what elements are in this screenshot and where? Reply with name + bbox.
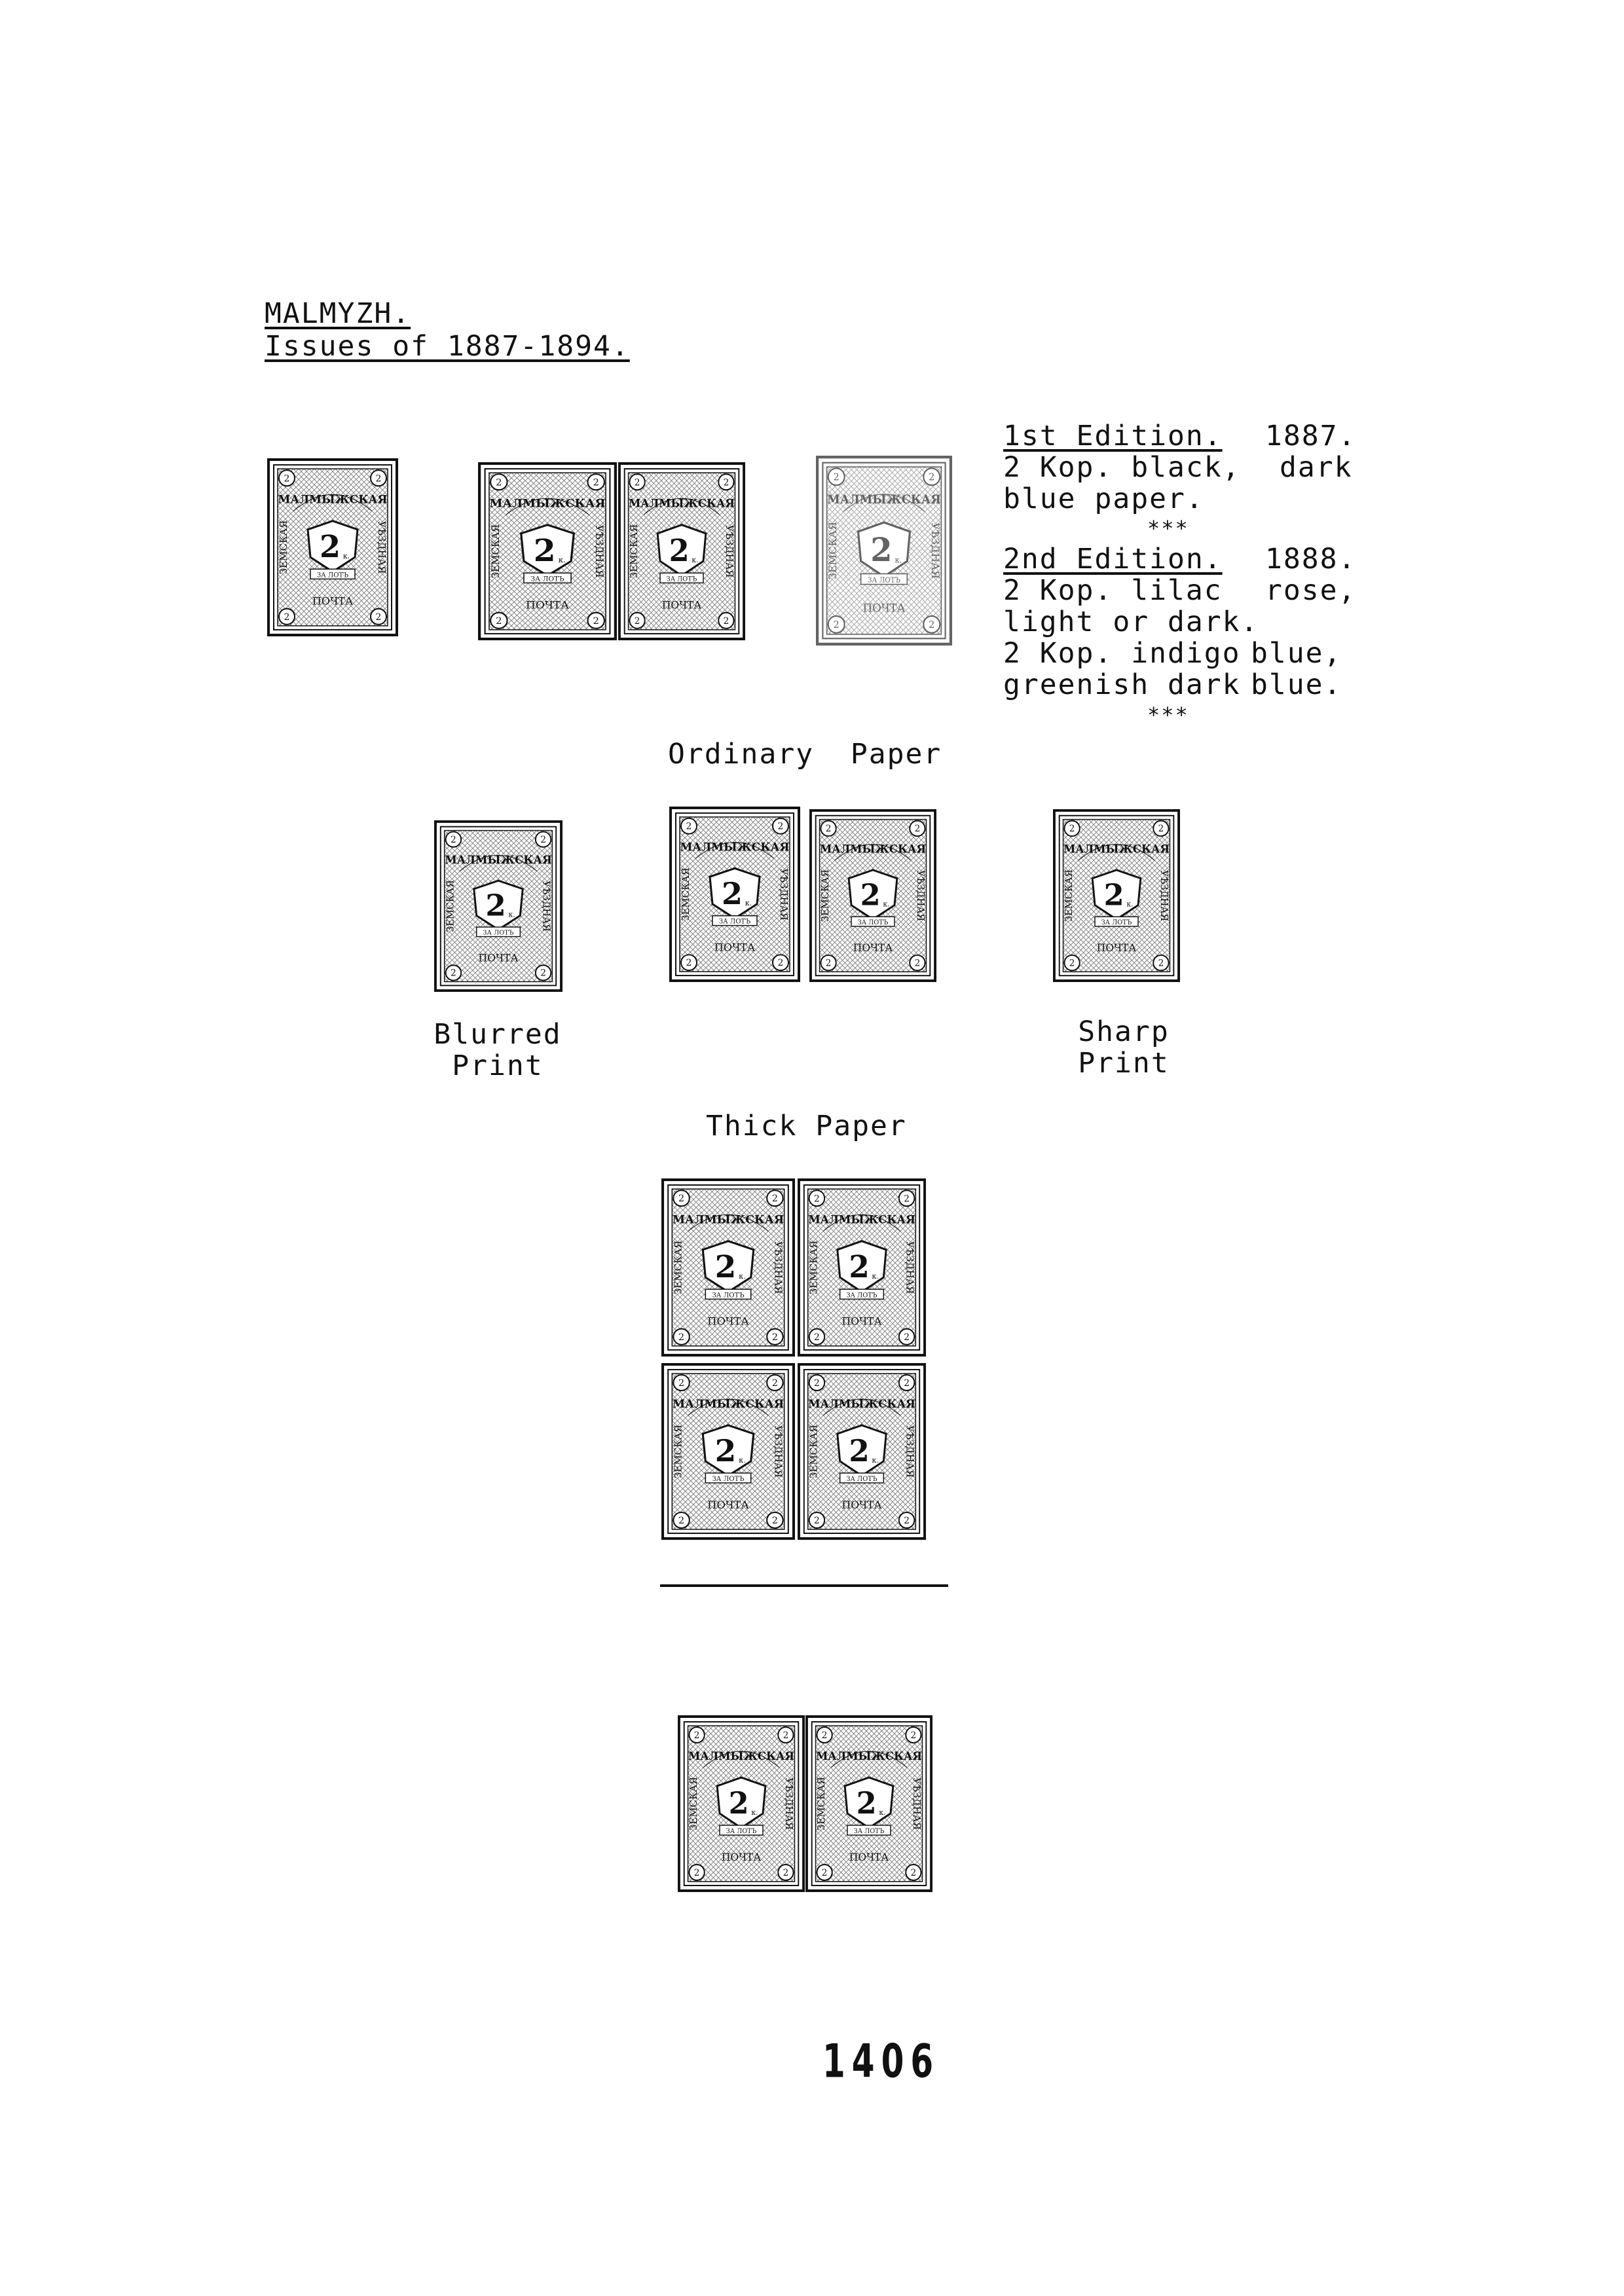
caption-sharp-print: Print xyxy=(1078,1047,1170,1080)
svg-text:ЗА ЛОТЪ: ЗА ЛОТЪ xyxy=(857,919,889,927)
svg-text:ЗЕМСКАЯ: ЗЕМСКАЯ xyxy=(820,869,832,922)
svg-text:ПОЧТА: ПОЧТА xyxy=(849,1850,889,1864)
svg-text:2: 2 xyxy=(833,619,840,631)
svg-text:2: 2 xyxy=(849,1432,870,1469)
svg-text:к.: к. xyxy=(745,898,752,907)
svg-text:к.: к. xyxy=(872,1271,879,1281)
first-edition-heading: 1st Edition. xyxy=(1003,420,1223,452)
svg-text:к.: к. xyxy=(883,900,890,909)
svg-text:ЗА ЛОТЪ: ЗА ЛОТЪ xyxy=(1101,919,1132,927)
svg-text:ЗА ЛОТЪ: ЗА ЛОТЪ xyxy=(530,575,564,583)
second-edition-heading: 2nd Edition. xyxy=(1003,543,1223,575)
stamp-bottom-pair-right xyxy=(805,1715,932,1892)
caption-sharp-print: Sharp xyxy=(1078,1015,1170,1048)
svg-text:ПОЧТА: ПОЧТА xyxy=(841,1498,882,1512)
svg-text:УѢЗДНАЯ: УѢЗДНАЯ xyxy=(914,869,926,922)
svg-text:2: 2 xyxy=(929,471,935,483)
svg-text:ЗА ЛОТЪ: ЗА ЛОТЪ xyxy=(483,929,514,937)
svg-text:к.: к. xyxy=(558,555,566,565)
svg-text:2: 2 xyxy=(714,1248,737,1285)
svg-text:2: 2 xyxy=(593,477,599,488)
first-edition-line: 2 Kop. black, xyxy=(1003,451,1241,484)
svg-text:ЗЕМСКАЯ: ЗЕМСКАЯ xyxy=(688,1776,700,1831)
svg-text:МАЛМЫЖСКАЯ: МАЛМЫЖСКАЯ xyxy=(278,493,388,507)
svg-text:УѢЗДНАЯ: УѢЗДНАЯ xyxy=(929,522,942,579)
svg-text:ПОЧТА: ПОЧТА xyxy=(312,594,354,608)
svg-text:ПОЧТА: ПОЧТА xyxy=(1096,942,1137,955)
svg-text:2: 2 xyxy=(593,616,599,627)
svg-text:УѢЗДНАЯ: УѢЗДНАЯ xyxy=(593,524,606,578)
svg-text:к.: к. xyxy=(692,555,699,565)
svg-text:2: 2 xyxy=(777,958,784,969)
svg-text:2: 2 xyxy=(870,531,893,570)
svg-text:ЗЕМСКАЯ: ЗЕМСКАЯ xyxy=(1063,869,1075,922)
svg-text:УѢЗДНАЯ: УѢЗДНАЯ xyxy=(1158,869,1170,922)
svg-text:2: 2 xyxy=(814,1332,820,1343)
svg-text:УѢЗДНАЯ: УѢЗДНАЯ xyxy=(723,524,735,578)
svg-text:2: 2 xyxy=(1069,958,1075,969)
svg-text:МАЛМЫЖСКАЯ: МАЛМЫЖСКАЯ xyxy=(629,496,735,510)
svg-text:2: 2 xyxy=(375,473,382,484)
svg-text:2: 2 xyxy=(678,1378,685,1389)
svg-text:2: 2 xyxy=(284,473,290,484)
svg-text:ЗА ЛОТЪ: ЗА ЛОТЪ xyxy=(718,918,751,926)
svg-text:2: 2 xyxy=(771,1332,778,1343)
svg-text:ЗЕМСКАЯ: ЗЕМСКАЯ xyxy=(629,524,640,579)
svg-text:2: 2 xyxy=(814,1515,820,1527)
svg-text:ПОЧТА: ПОЧТА xyxy=(862,601,906,615)
first-edition-year: 1887. xyxy=(1265,420,1357,452)
svg-text:2: 2 xyxy=(723,615,729,627)
svg-text:ПОЧТА: ПОЧТА xyxy=(478,952,519,964)
svg-text:к.: к. xyxy=(872,1455,879,1465)
svg-text:2: 2 xyxy=(1158,958,1164,969)
caption-ordinary-paper: Ordinary Paper xyxy=(668,738,942,771)
second-edition-line: light or dark. xyxy=(1003,606,1259,638)
svg-text:2: 2 xyxy=(1103,877,1124,913)
svg-text:2: 2 xyxy=(849,1248,870,1285)
svg-text:2: 2 xyxy=(1158,824,1164,835)
svg-text:МАЛМЫЖСКАЯ: МАЛМЫЖСКАЯ xyxy=(808,1396,915,1411)
svg-text:ЗА ЛОТЪ: ЗА ЛОТЪ xyxy=(846,1475,877,1484)
svg-text:ПОЧТА: ПОЧТА xyxy=(853,942,893,955)
svg-text:2: 2 xyxy=(686,821,692,832)
svg-text:к.: к. xyxy=(739,1272,746,1281)
svg-text:2: 2 xyxy=(825,824,832,835)
svg-text:ЗА ЛОТЪ: ЗА ЛОТЪ xyxy=(726,1827,757,1836)
svg-text:2: 2 xyxy=(678,1516,685,1526)
svg-text:2: 2 xyxy=(783,1730,789,1741)
stamp-blurred-print xyxy=(434,820,563,992)
svg-text:2: 2 xyxy=(496,477,502,488)
svg-text:ПОЧТА: ПОЧТА xyxy=(526,599,569,611)
stamp-faint-print xyxy=(816,456,952,646)
svg-text:МАЛМЫЖСКАЯ: МАЛМЫЖСКАЯ xyxy=(672,1398,784,1411)
second-edition-line: 2 Kop. indigo xyxy=(1003,637,1241,670)
svg-text:ЗА ЛОТЪ: ЗА ЛОТЪ xyxy=(867,576,901,585)
caption-blurred-print: Print xyxy=(452,1049,544,1082)
svg-text:МАЛМЫЖСКАЯ: МАЛМЫЖСКАЯ xyxy=(808,1212,915,1226)
svg-text:ЗЕМСКАЯ: ЗЕМСКАЯ xyxy=(807,1424,820,1479)
svg-text:2: 2 xyxy=(771,1378,778,1389)
first-edition-line: dark xyxy=(1280,451,1353,484)
svg-text:2: 2 xyxy=(814,1194,820,1205)
svg-text:2: 2 xyxy=(821,1730,828,1741)
svg-text:2: 2 xyxy=(714,1432,737,1468)
second-edition-line: blue. xyxy=(1251,668,1342,701)
svg-text:ЗЕМСКАЯ: ЗЕМСКАЯ xyxy=(672,1240,684,1295)
divider-rule xyxy=(660,1584,948,1587)
svg-text:2: 2 xyxy=(814,1377,820,1389)
svg-text:ЗА ЛОТЪ: ЗА ЛОТЪ xyxy=(712,1476,745,1483)
svg-text:2: 2 xyxy=(904,1515,910,1527)
svg-text:ЗА ЛОТЪ: ЗА ЛОТЪ xyxy=(712,1292,745,1300)
svg-text:УѢЗДНАЯ: УѢЗДНАЯ xyxy=(376,520,388,574)
svg-text:МАЛМЫЖСКАЯ: МАЛМЫЖСКАЯ xyxy=(827,492,941,507)
svg-text:2: 2 xyxy=(777,821,784,832)
stamp-first-edition-pair-left xyxy=(478,462,617,640)
svg-text:к.: к. xyxy=(508,910,515,919)
second-edition-line: 2 Kop. lilac xyxy=(1003,574,1223,607)
svg-text:УѢЗДНАЯ: УѢЗДНАЯ xyxy=(783,1777,794,1831)
svg-text:2: 2 xyxy=(904,1194,910,1205)
svg-text:2: 2 xyxy=(375,611,382,623)
stamp-first-edition-single xyxy=(267,458,398,636)
caption-thick-paper: Thick Paper xyxy=(706,1110,907,1142)
svg-text:ЗЕМСКАЯ: ЗЕМСКАЯ xyxy=(679,867,692,921)
svg-text:2: 2 xyxy=(634,477,640,488)
svg-text:МАЛМЫЖСКАЯ: МАЛМЫЖСКАЯ xyxy=(688,1749,794,1763)
svg-text:к.: к. xyxy=(342,552,350,561)
svg-text:2: 2 xyxy=(821,1867,828,1879)
stamp-thick-block-bottom-right xyxy=(798,1363,926,1540)
svg-text:2: 2 xyxy=(904,1332,910,1343)
svg-text:ЗЕМСКАЯ: ЗЕМСКАЯ xyxy=(826,521,840,580)
svg-text:ЗЕМСКАЯ: ЗЕМСКАЯ xyxy=(807,1240,820,1295)
svg-text:УѢЗДНАЯ: УѢЗДНАЯ xyxy=(910,1777,922,1831)
svg-text:ЗЕМСКАЯ: ЗЕМСКАЯ xyxy=(816,1776,828,1831)
stamp-thick-block-top-left xyxy=(661,1178,795,1357)
second-edition-line: rose, xyxy=(1265,574,1357,607)
stamp-ordinary-pair-right xyxy=(809,809,936,982)
svg-text:2: 2 xyxy=(319,528,341,565)
svg-text:УѢЗДНАЯ: УѢЗДНАЯ xyxy=(772,1425,784,1478)
svg-text:2: 2 xyxy=(771,1194,778,1205)
svg-text:ЗЕМСКАЯ: ЗЕМСКАЯ xyxy=(489,524,502,579)
svg-text:УѢЗДНАЯ: УѢЗДНАЯ xyxy=(777,868,790,920)
stamp-bottom-pair-left xyxy=(678,1715,805,1892)
svg-text:к.: к. xyxy=(879,1808,886,1817)
svg-text:к.: к. xyxy=(751,1808,758,1817)
svg-text:УѢЗДНАЯ: УѢЗДНАЯ xyxy=(904,1241,916,1294)
svg-text:МАЛМЫЖСКАЯ: МАЛМЫЖСКАЯ xyxy=(445,853,552,866)
svg-text:2: 2 xyxy=(540,968,546,979)
svg-text:2: 2 xyxy=(860,877,881,913)
svg-text:МАЛМЫЖСКАЯ: МАЛМЫЖСКАЯ xyxy=(680,840,790,854)
svg-text:2: 2 xyxy=(485,888,506,923)
stamp-ordinary-pair-left xyxy=(669,807,800,982)
svg-text:ПОЧТА: ПОЧТА xyxy=(707,1499,749,1511)
svg-text:ЗЕМСКАЯ: ЗЕМСКАЯ xyxy=(278,520,289,575)
svg-text:ЗА ЛОТЪ: ЗА ЛОТЪ xyxy=(666,575,697,583)
svg-text:2: 2 xyxy=(910,1730,917,1741)
svg-text:УѢЗДНАЯ: УѢЗДНАЯ xyxy=(772,1241,784,1294)
svg-text:ПОЧТА: ПОЧТА xyxy=(841,1315,882,1328)
svg-text:2: 2 xyxy=(693,1730,700,1741)
stamp-sharp-print xyxy=(1053,809,1180,982)
separator-stars: *** xyxy=(1147,702,1189,727)
first-edition-line: blue paper. xyxy=(1003,483,1204,515)
stamp-thick-block-top-right xyxy=(798,1178,926,1357)
svg-text:ЗЕМСКАЯ: ЗЕМСКАЯ xyxy=(445,880,456,932)
caption-blurred-print: Blurred xyxy=(434,1018,562,1051)
svg-text:2: 2 xyxy=(728,1785,749,1821)
svg-text:2: 2 xyxy=(533,533,556,569)
svg-text:ЗА ЛОТЪ: ЗА ЛОТЪ xyxy=(846,1292,877,1300)
svg-text:2: 2 xyxy=(914,958,921,969)
svg-text:2: 2 xyxy=(771,1516,778,1526)
svg-text:МАЛМЫЖСКАЯ: МАЛМЫЖСКАЯ xyxy=(820,842,926,856)
svg-text:к.: к. xyxy=(895,555,902,565)
svg-text:МАЛМЫЖСКАЯ: МАЛМЫЖСКАЯ xyxy=(1063,842,1170,856)
svg-text:2: 2 xyxy=(904,1377,910,1389)
second-edition-year: 1888. xyxy=(1265,543,1357,575)
svg-text:2: 2 xyxy=(678,1194,685,1205)
svg-text:2: 2 xyxy=(1069,824,1075,835)
svg-text:к.: к. xyxy=(739,1456,746,1465)
separator-stars: *** xyxy=(1147,516,1189,541)
svg-text:2: 2 xyxy=(910,1867,917,1879)
page-subtitle: Issues of 1887-1894. xyxy=(265,330,630,363)
svg-text:2: 2 xyxy=(451,835,456,845)
page-title: MALMYZH. xyxy=(265,297,411,330)
svg-text:2: 2 xyxy=(833,471,840,483)
stamp-thick-block-bottom-left xyxy=(661,1363,795,1540)
svg-text:2: 2 xyxy=(856,1785,877,1821)
svg-text:к.: к. xyxy=(1126,900,1134,909)
svg-text:ПОЧТА: ПОЧТА xyxy=(714,941,756,954)
svg-text:УѢЗДНАЯ: УѢЗДНАЯ xyxy=(540,881,552,932)
svg-text:2: 2 xyxy=(540,835,546,845)
svg-text:2: 2 xyxy=(825,958,832,969)
svg-text:2: 2 xyxy=(693,1867,700,1879)
svg-text:2: 2 xyxy=(914,824,921,835)
svg-text:УѢЗДНАЯ: УѢЗДНАЯ xyxy=(904,1425,916,1478)
svg-text:ПОЧТА: ПОЧТА xyxy=(721,1850,762,1864)
svg-text:2: 2 xyxy=(723,477,729,488)
svg-text:2: 2 xyxy=(284,611,290,623)
svg-text:2: 2 xyxy=(451,968,456,979)
svg-text:2: 2 xyxy=(686,958,692,969)
svg-text:ЗЕМСКАЯ: ЗЕМСКАЯ xyxy=(672,1424,684,1479)
stamp-first-edition-pair-right xyxy=(618,462,745,640)
svg-text:2: 2 xyxy=(721,876,743,911)
svg-text:2: 2 xyxy=(783,1867,789,1879)
svg-text:ЗА ЛОТЪ: ЗА ЛОТЪ xyxy=(853,1827,885,1836)
page-number: 1406 xyxy=(822,2035,940,2088)
svg-text:ЗА ЛОТЪ: ЗА ЛОТЪ xyxy=(316,572,349,579)
svg-text:2: 2 xyxy=(929,619,935,631)
second-edition-line: greenish dark xyxy=(1003,668,1241,701)
second-edition-line: blue, xyxy=(1251,637,1342,670)
svg-text:2: 2 xyxy=(669,532,690,569)
svg-text:2: 2 xyxy=(634,615,640,627)
svg-text:МАЛМЫЖСКАЯ: МАЛМЫЖСКАЯ xyxy=(672,1213,784,1227)
svg-text:ПОЧТА: ПОЧТА xyxy=(707,1315,749,1328)
svg-text:ПОЧТА: ПОЧТА xyxy=(661,598,702,611)
svg-text:2: 2 xyxy=(496,616,502,627)
svg-text:МАЛМЫЖСКАЯ: МАЛМЫЖСКАЯ xyxy=(489,497,606,511)
svg-text:МАЛМЫЖСКАЯ: МАЛМЫЖСКАЯ xyxy=(816,1749,922,1763)
svg-text:2: 2 xyxy=(678,1332,685,1343)
